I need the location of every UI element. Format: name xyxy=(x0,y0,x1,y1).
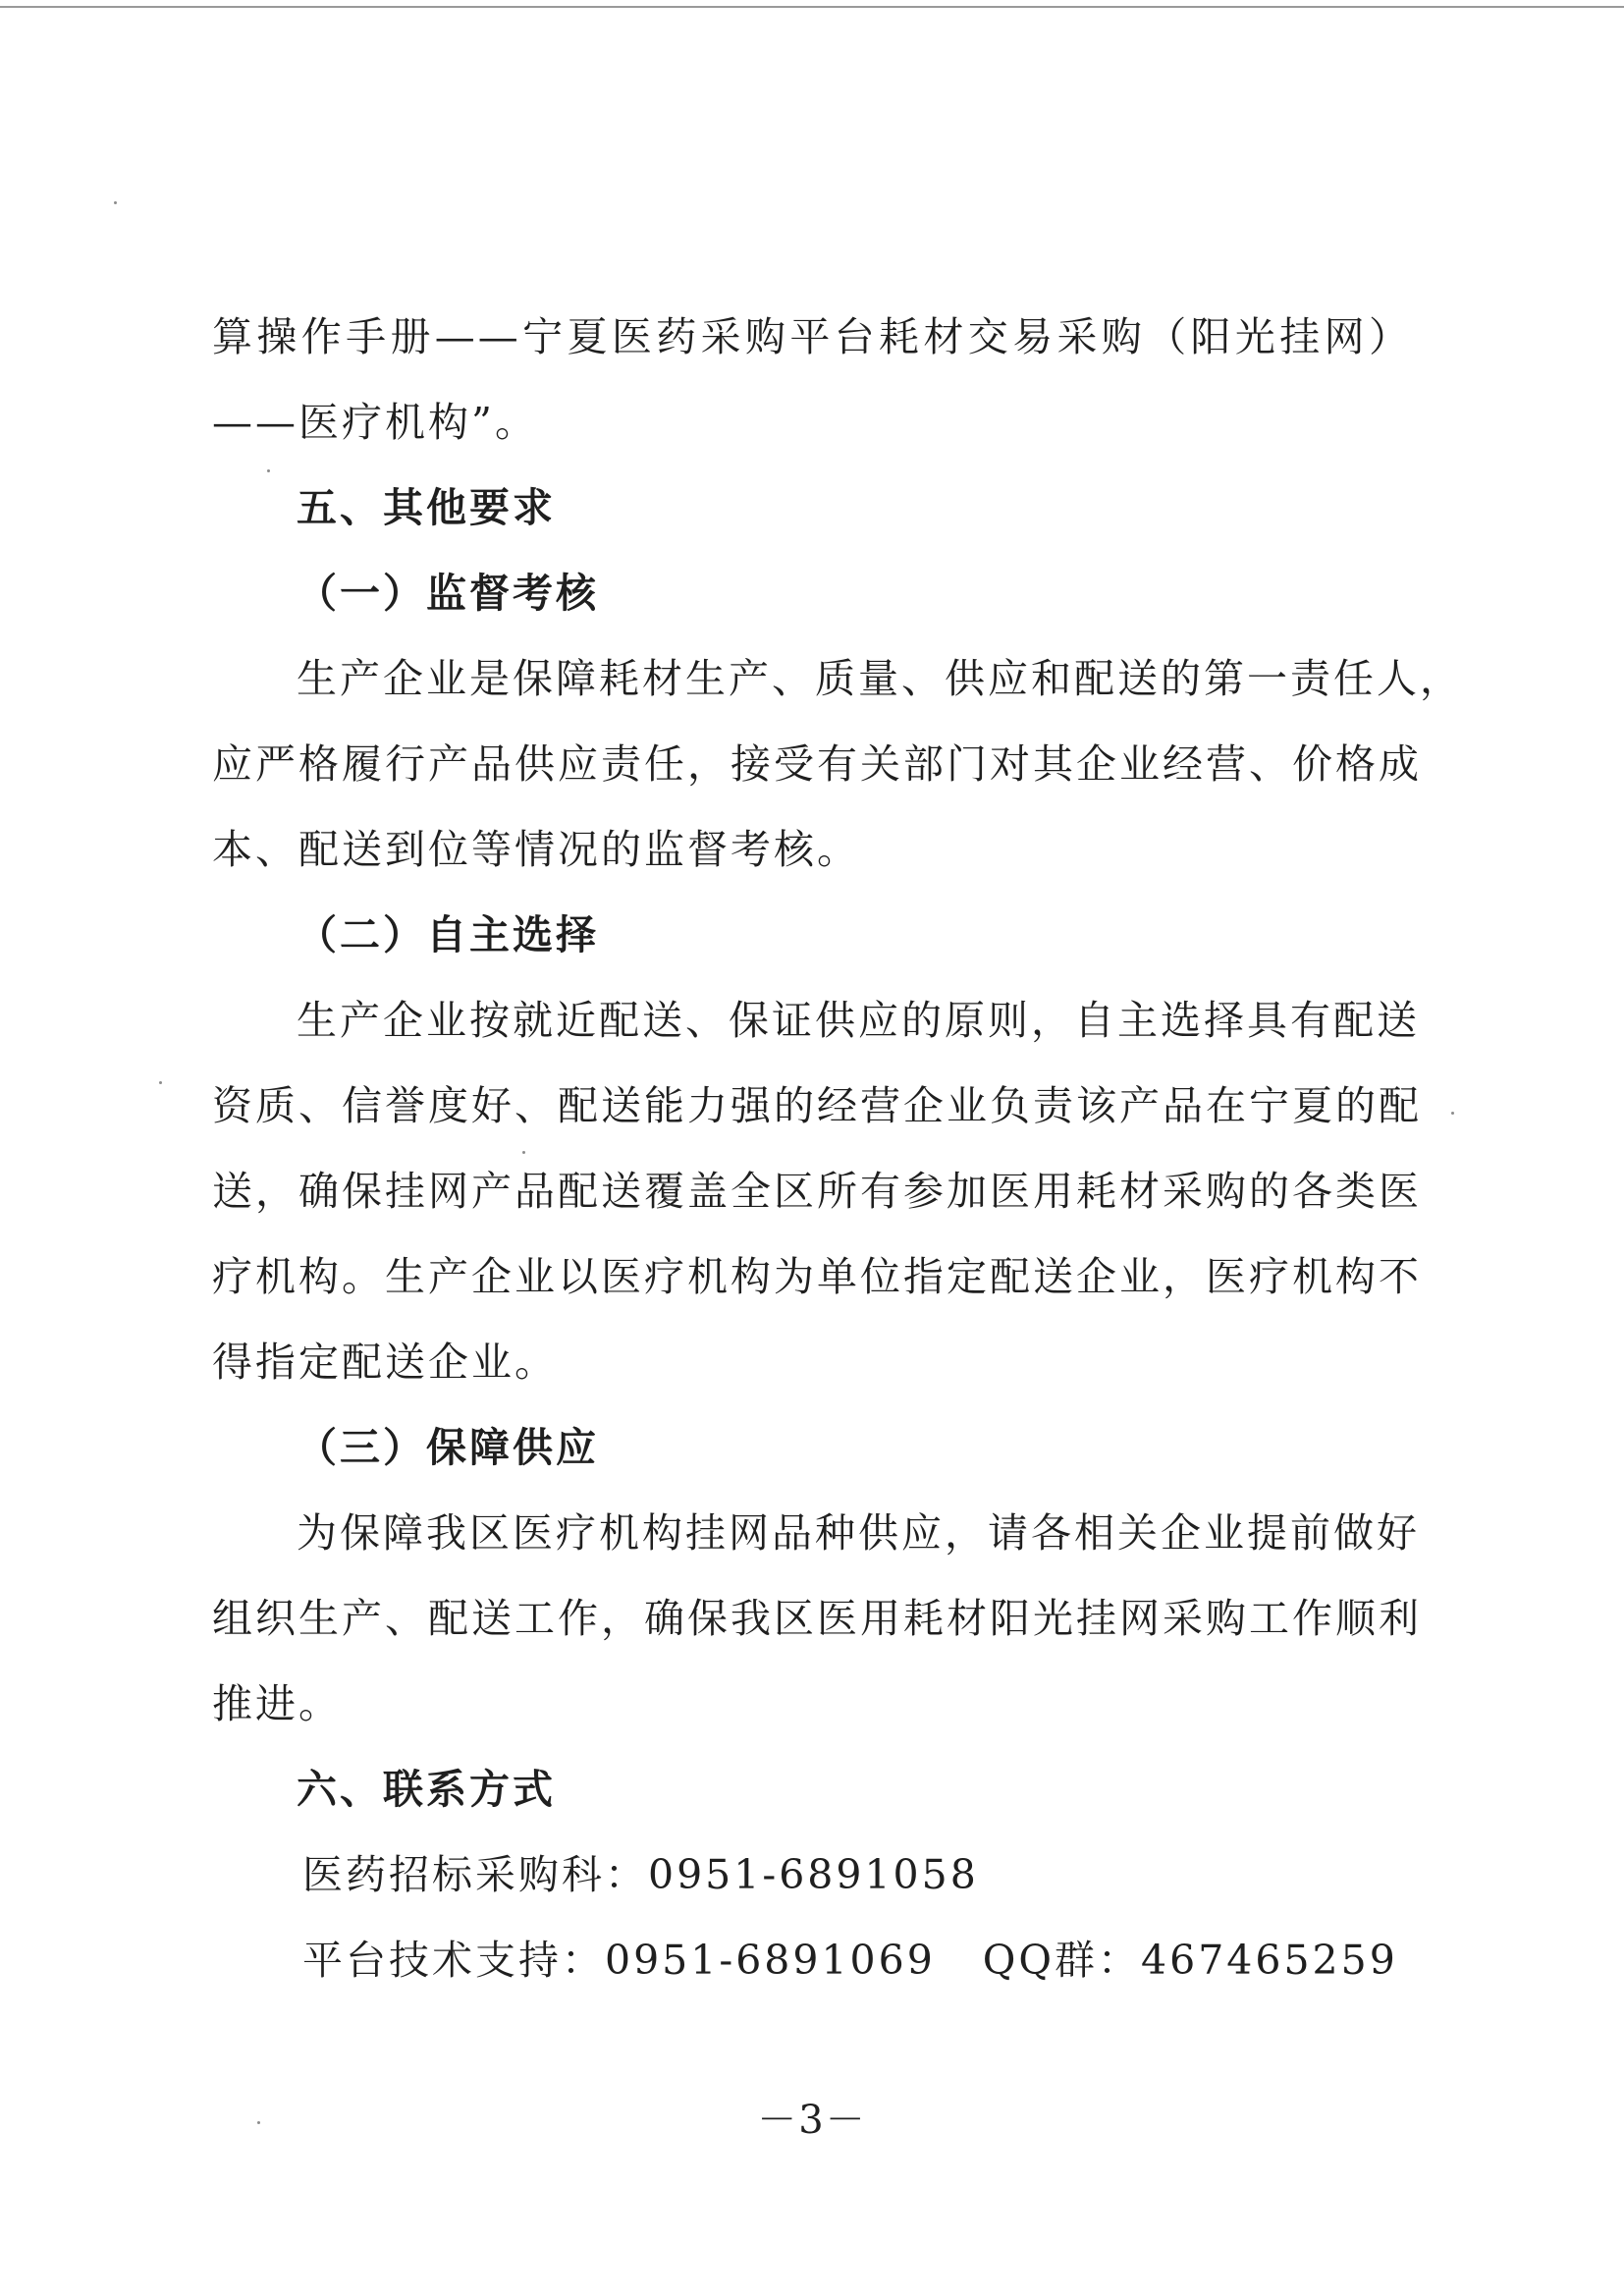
scan-speck xyxy=(114,201,117,204)
qq-group-number: 467465259 xyxy=(1141,1937,1398,1984)
paragraph-line: 疗机构。生产企业以医疗机构为单位指定配送企业，医疗机构不 xyxy=(212,1253,1422,1300)
subsection-heading: （三）保障供应 xyxy=(297,1424,599,1471)
paragraph-line: 应严格履行产品供应责任，接受有关部门对其企业经营、价格成 xyxy=(212,740,1422,788)
paragraph-line: 本、配送到位等情况的监督考核。 xyxy=(212,826,860,873)
scan-speck xyxy=(522,1151,525,1154)
contact-line xyxy=(302,1936,1398,1985)
paragraph-line: 生产企业是保障耗材生产、质量、供应和配送的第一责任人， xyxy=(297,655,1463,702)
paragraph-line: 为保障我区医疗机构挂网品种供应，请各相关企业提前做好 xyxy=(297,1509,1420,1557)
section-heading: 六、联系方式 xyxy=(297,1766,556,1813)
paragraph-line: 得指定配送企业。 xyxy=(212,1339,558,1386)
paragraph-line: 算操作手册——宁夏医药采购平台耗材交易采购（阳光挂网） xyxy=(212,313,1412,360)
contact-label: 医药招标采购科： xyxy=(302,1851,648,1898)
scan-speck xyxy=(159,1081,162,1084)
contact-label: 平台技术支持： xyxy=(302,1937,605,1984)
paragraph-line: ——医疗机构”。 xyxy=(212,399,538,446)
paragraph-line: 送，确保挂网产品配送覆盖全区所有参加医用耗材采购的各类医 xyxy=(212,1168,1422,1215)
qq-group-label: QQ群： xyxy=(982,1937,1142,1984)
phone-number: 0951-6891069 xyxy=(605,1937,936,1984)
subsection-heading: （二）自主选择 xyxy=(297,911,599,958)
subsection-heading: （一）监督考核 xyxy=(297,570,599,617)
paragraph-line: 推进。 xyxy=(212,1680,342,1727)
contact-line xyxy=(302,1850,979,1899)
page-number: －3－ xyxy=(757,2098,867,2143)
scan-speck xyxy=(1451,1112,1454,1115)
paragraph-line: 资质、信誉度好、配送能力强的经营企业负责该产品在宁夏的配 xyxy=(212,1082,1422,1129)
paragraph-line: 生产企业按就近配送、保证供应的原则，自主选择具有配送 xyxy=(297,997,1420,1044)
scan-speck xyxy=(257,2121,260,2124)
section-heading: 五、其他要求 xyxy=(297,484,556,531)
paragraph-line: 组织生产、配送工作，确保我区医用耗材阳光挂网采购工作顺利 xyxy=(212,1595,1422,1642)
scan-speck xyxy=(267,469,270,472)
phone-number: 0951-6891058 xyxy=(648,1851,979,1898)
